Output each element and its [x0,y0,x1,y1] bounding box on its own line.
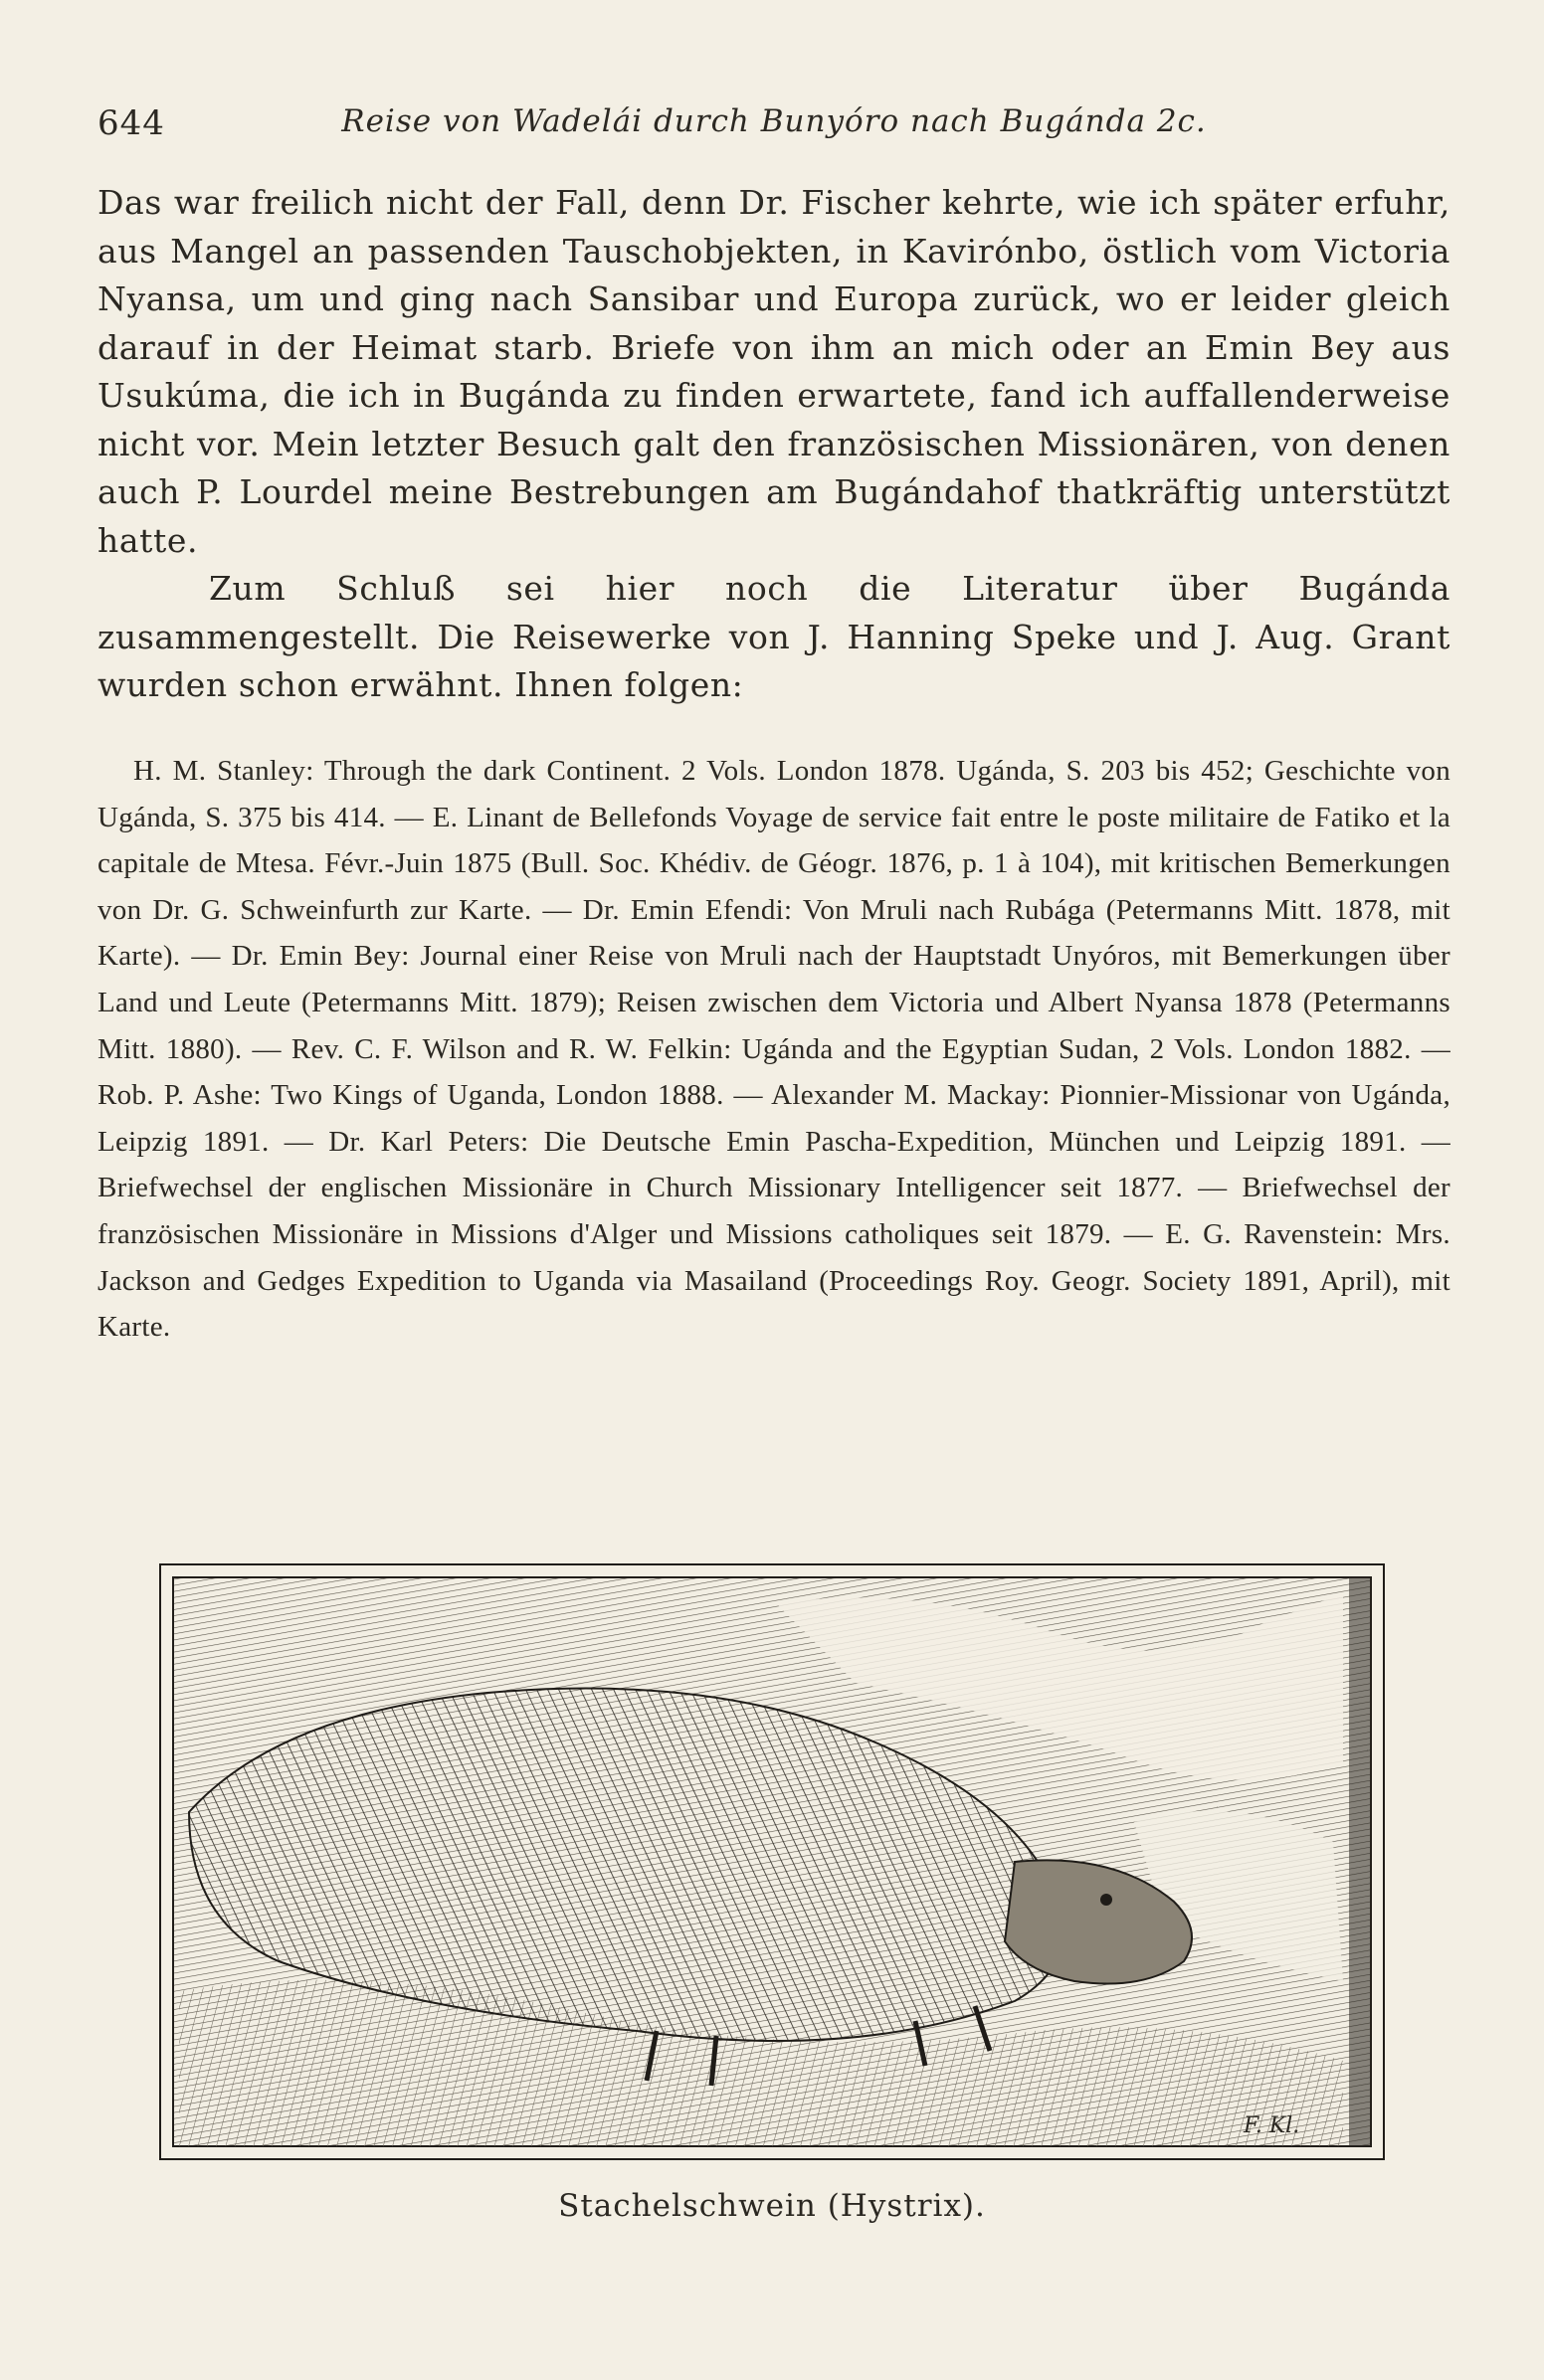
main-text [97,179,1450,710]
page-header [97,103,1450,151]
literature-list [97,748,1450,1351]
figure-caption: Stachelschwein (Hystrix). [558,2188,986,2224]
paragraph-1: Das war freilich nicht der Fall, denn Dr. Fischer kehrte, wie ich später erfuhr, aus Mangel an passenden Tauschobjekten, in Kavirónbo, östlich vom Victoria Nyansa, um und ging nach Sansibar und Europa zurück, wo er leider gleich darauf in der Heimat starb. Briefe von ihm an mich oder an Emin Bey aus Usukúma, die ich in Bugánda zu finden erwartete, fand ich auffallenderweise nicht vor. Mein letzter Besuch galt den französischen Missionären, von denen auch P. Lourdel meine Bestrebungen am Bugándahof thatkräftig unterstützt hatte. [97,183,1450,560]
engraving-image [159,1563,1385,2160]
artist-signature: F. Kl. [1244,2113,1300,2138]
porcupine-illustration [159,1563,1385,2160]
page-number: 644 [97,103,165,143]
right-border-strip [1349,1577,1371,2146]
porcupine-eye [1100,1894,1112,1906]
paragraph-2: Zum Schluß sei hier noch die Literatur über Bugánda zusammengestellt. Die Reisewerke von J. Hanning Speke und J. Aug. Grant wurden schon erwähnt. Ihnen folgen: [97,569,1450,704]
running-title: Reise von Wadelái durch Bunyóro nach Bugánda 2c. [341,103,1207,139]
literature-text: H. M. Stanley: Through the dark Continent. 2 Vols. London 1878. Ugánda, S. 203 bis 452; Geschichte von Ugánda, S. 375 bis 414. — E. Linant de Bellefonds Voyage de service fait entre le poste militaire de Fatiko et la capitale de Mtesa. Févr.-Juin 1875 (Bull. Soc. Khédiv. de Géogr. 1876, p. 1 à 104), mit kritischen Bemerkungen von Dr. G. Schweinfurth zur Karte. — Dr. Emin Efendi: Von Mruli nach Rubága (Petermanns Mitt. 1878, mit Karte). — Dr. Emin Bey: Journal einer Reise von Mruli nach der Hauptstadt Unyóros, mit Bemerkungen über Land und Leute (Petermanns Mitt. 1879); Reisen zwischen dem Victoria und Albert Nyansa 1878 (Petermanns Mitt. 1880). — Rev. C. F. Wilson and R. W. Felkin: Ugánda and the Egyptian Sudan, 2 Vols. London 1882. — Rob. P. Ashe: Two Kings of Uganda, London 1888. — Alexander M. Mackay: Pionnier-Missionar von Ugánda, Leipzig 1891. — Dr. Karl Peters: Die Deutsche Emin Pascha-Expedition, München und Leipzig 1891. — Briefwechsel der englischen Missionäre in Church Missionary Intelligencer seit 1877. — Briefwechsel der französischen Missionäre in Missions d'Alger und Missions catholiques seit 1879. — E. G. Ravenstein: Mrs. Jackson and Gedges Expedition to Uganda via Masailand (Proceedings Roy. Geogr. Society 1891, April), mit Karte. [97,755,1450,1344]
